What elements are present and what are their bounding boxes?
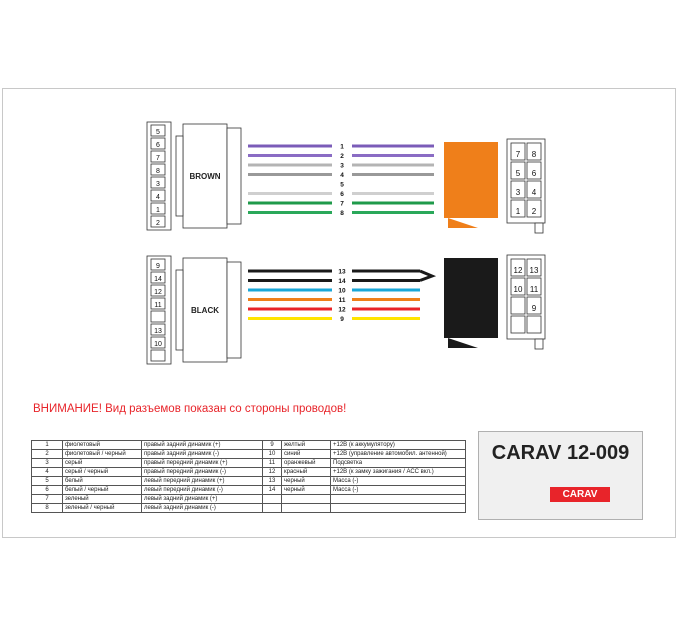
legend-cell: левый передний динамик (-)	[142, 486, 263, 495]
brown-left-pin-label: 1	[156, 207, 160, 214]
brown-wire-number: 4	[340, 172, 344, 179]
wire-legend-table	[31, 440, 466, 513]
brown-grid-pin-label: 4	[531, 188, 537, 197]
legend-cell: 2	[32, 450, 63, 459]
legend-cell: 9	[263, 441, 282, 450]
legend-cell: правый задний динамик (+)	[142, 441, 263, 450]
legend-row	[32, 441, 466, 450]
legend-cell: черный	[282, 486, 331, 495]
brown-left-pin-label: 4	[156, 194, 160, 201]
black-grid-pin	[511, 316, 525, 333]
black-grid-pin-label: 11	[529, 285, 539, 294]
brown-wire-number: 2	[340, 153, 344, 160]
black-housing-tab	[176, 270, 183, 350]
legend-cell: правый передний динамик (-)	[142, 468, 263, 477]
legend-cell: 4	[32, 468, 63, 477]
black-left-pin-label: 10	[154, 341, 162, 348]
black-plug-latch	[448, 338, 478, 348]
legend-cell: желтый	[282, 441, 331, 450]
black-left-pin-label: 11	[154, 302, 162, 309]
brown-grid-pin-label: 1	[515, 207, 521, 216]
legend-cell: 6	[32, 486, 63, 495]
black-wire-number: 10	[338, 287, 346, 295]
legend-cell: +12В (к замку зажигания / АСС вкл.)	[331, 468, 466, 477]
brown-wire-number: 5	[340, 181, 344, 189]
black-grid-tab	[535, 339, 543, 349]
black-left-pin	[151, 350, 165, 361]
legend-cell: зеленый	[63, 495, 142, 504]
brown-left-pin-label: 5	[156, 129, 160, 136]
brown-wire-number: 7	[340, 200, 344, 208]
brown-grid-pin-label: 7	[515, 150, 521, 159]
legend-cell	[263, 495, 282, 504]
legend-cell: Масса (-)	[331, 477, 466, 486]
brown-housing-tab	[176, 136, 183, 216]
black-wire-number: 13	[338, 268, 346, 276]
legend-cell: правый задний динамик (-)	[142, 450, 263, 459]
legend-row	[32, 504, 466, 513]
black-grid-pin	[511, 297, 525, 314]
black-left-pin-label: 13	[154, 328, 162, 335]
legend-cell: 10	[263, 450, 282, 459]
legend-cell: 7	[32, 495, 63, 504]
black-wire-number: 12	[338, 306, 346, 314]
black-wire-number: 9	[340, 316, 344, 323]
brown-wire-number: 8	[340, 210, 344, 217]
brown-housing-lip	[227, 128, 241, 224]
black-connector-label: BLACK	[191, 306, 219, 315]
legend-cell: фиолетовый	[63, 441, 142, 450]
brown-left-pin-label: 8	[156, 168, 160, 175]
brown-grid-pin-label: 2	[531, 207, 537, 216]
legend-row	[32, 486, 466, 495]
brown-left-pin-label: 6	[156, 142, 160, 149]
legend-cell: серый	[63, 459, 142, 468]
brown-wire-number: 3	[340, 162, 344, 170]
brown-left-pin-label: 3	[156, 181, 160, 188]
black-grid-pin-label: 10	[513, 285, 523, 294]
brown-connector-label: BROWN	[189, 172, 221, 181]
legend-cell: черный	[282, 477, 331, 486]
black-wire-number: 11	[338, 297, 346, 304]
brown-wire-number: 6	[340, 191, 344, 198]
legend-row	[32, 495, 466, 504]
black-left-pin	[151, 311, 165, 322]
model-box	[478, 431, 643, 520]
brown-left-pin-label: 7	[156, 155, 160, 162]
legend-cell: синий	[282, 450, 331, 459]
legend-cell: 11	[263, 459, 282, 468]
legend-cell: левый передний динамик (+)	[142, 477, 263, 486]
carav-logo: CARAV	[550, 487, 610, 502]
legend-cell: белый / черный	[63, 486, 142, 495]
black-grid-pin-label: 12	[513, 266, 523, 275]
legend-cell: левый задний динамик (+)	[142, 495, 263, 504]
black-grid-pin	[527, 316, 541, 333]
brown-plug-latch	[448, 218, 478, 228]
legend-cell: красный	[282, 468, 331, 477]
black-left-pin-label: 9	[156, 263, 160, 270]
brown-grid-pin-label: 3	[515, 188, 521, 197]
legend-cell	[282, 504, 331, 513]
legend-cell	[263, 504, 282, 513]
legend-row	[32, 477, 466, 486]
brown-grid-tab	[535, 223, 543, 233]
legend-cell: правый передний динамик (+)	[142, 459, 263, 468]
black-left-pin-label: 14	[154, 276, 162, 283]
model-title: CARAV 12-009	[491, 442, 630, 464]
legend-cell: 8	[32, 504, 63, 513]
legend-cell: зеленый / черный	[63, 504, 142, 513]
black-grid-pin-label: 13	[529, 266, 539, 275]
black-plug	[444, 258, 498, 338]
legend-cell	[331, 504, 466, 513]
legend-cell	[331, 495, 466, 504]
legend-row	[32, 459, 466, 468]
legend-cell: белый	[63, 477, 142, 486]
legend-cell: +12В (к аккумулятору)	[331, 441, 466, 450]
brown-grid-pin-label: 5	[515, 169, 521, 178]
warning-text: ВНИМАНИЕ! Вид разъемов показан со стороны проводов!	[33, 403, 347, 415]
black-housing-lip	[227, 262, 241, 358]
brown-grid-pin-label: 8	[531, 150, 537, 159]
black-grid-pin-label: 9	[531, 304, 537, 313]
legend-cell: 5	[32, 477, 63, 486]
black-wire-number: 14	[338, 278, 346, 285]
legend-cell: левый задний динамик (-)	[142, 504, 263, 513]
brown-wire-number: 1	[340, 143, 344, 151]
brown-grid-pin-label: 6	[531, 169, 537, 178]
brown-left-pin-label: 2	[156, 220, 160, 227]
brown-plug	[444, 142, 498, 218]
legend-cell: +12В (управление автомобил. антенной)	[331, 450, 466, 459]
legend-cell: фиолетовый / черный	[63, 450, 142, 459]
legend-cell: Подсветка	[331, 459, 466, 468]
legend-cell: 1	[32, 441, 63, 450]
legend-row	[32, 468, 466, 477]
ground-wire-join	[420, 271, 432, 281]
legend-cell	[282, 495, 331, 504]
legend-cell: оранжевый	[282, 459, 331, 468]
legend-cell: серый / черный	[63, 468, 142, 477]
legend-cell: 12	[263, 468, 282, 477]
black-left-pin-label: 12	[154, 289, 162, 296]
legend-cell: 3	[32, 459, 63, 468]
legend-row	[32, 450, 466, 459]
legend-cell: 14	[263, 486, 282, 495]
legend-cell: 13	[263, 477, 282, 486]
legend-cell: Масса (-)	[331, 486, 466, 495]
